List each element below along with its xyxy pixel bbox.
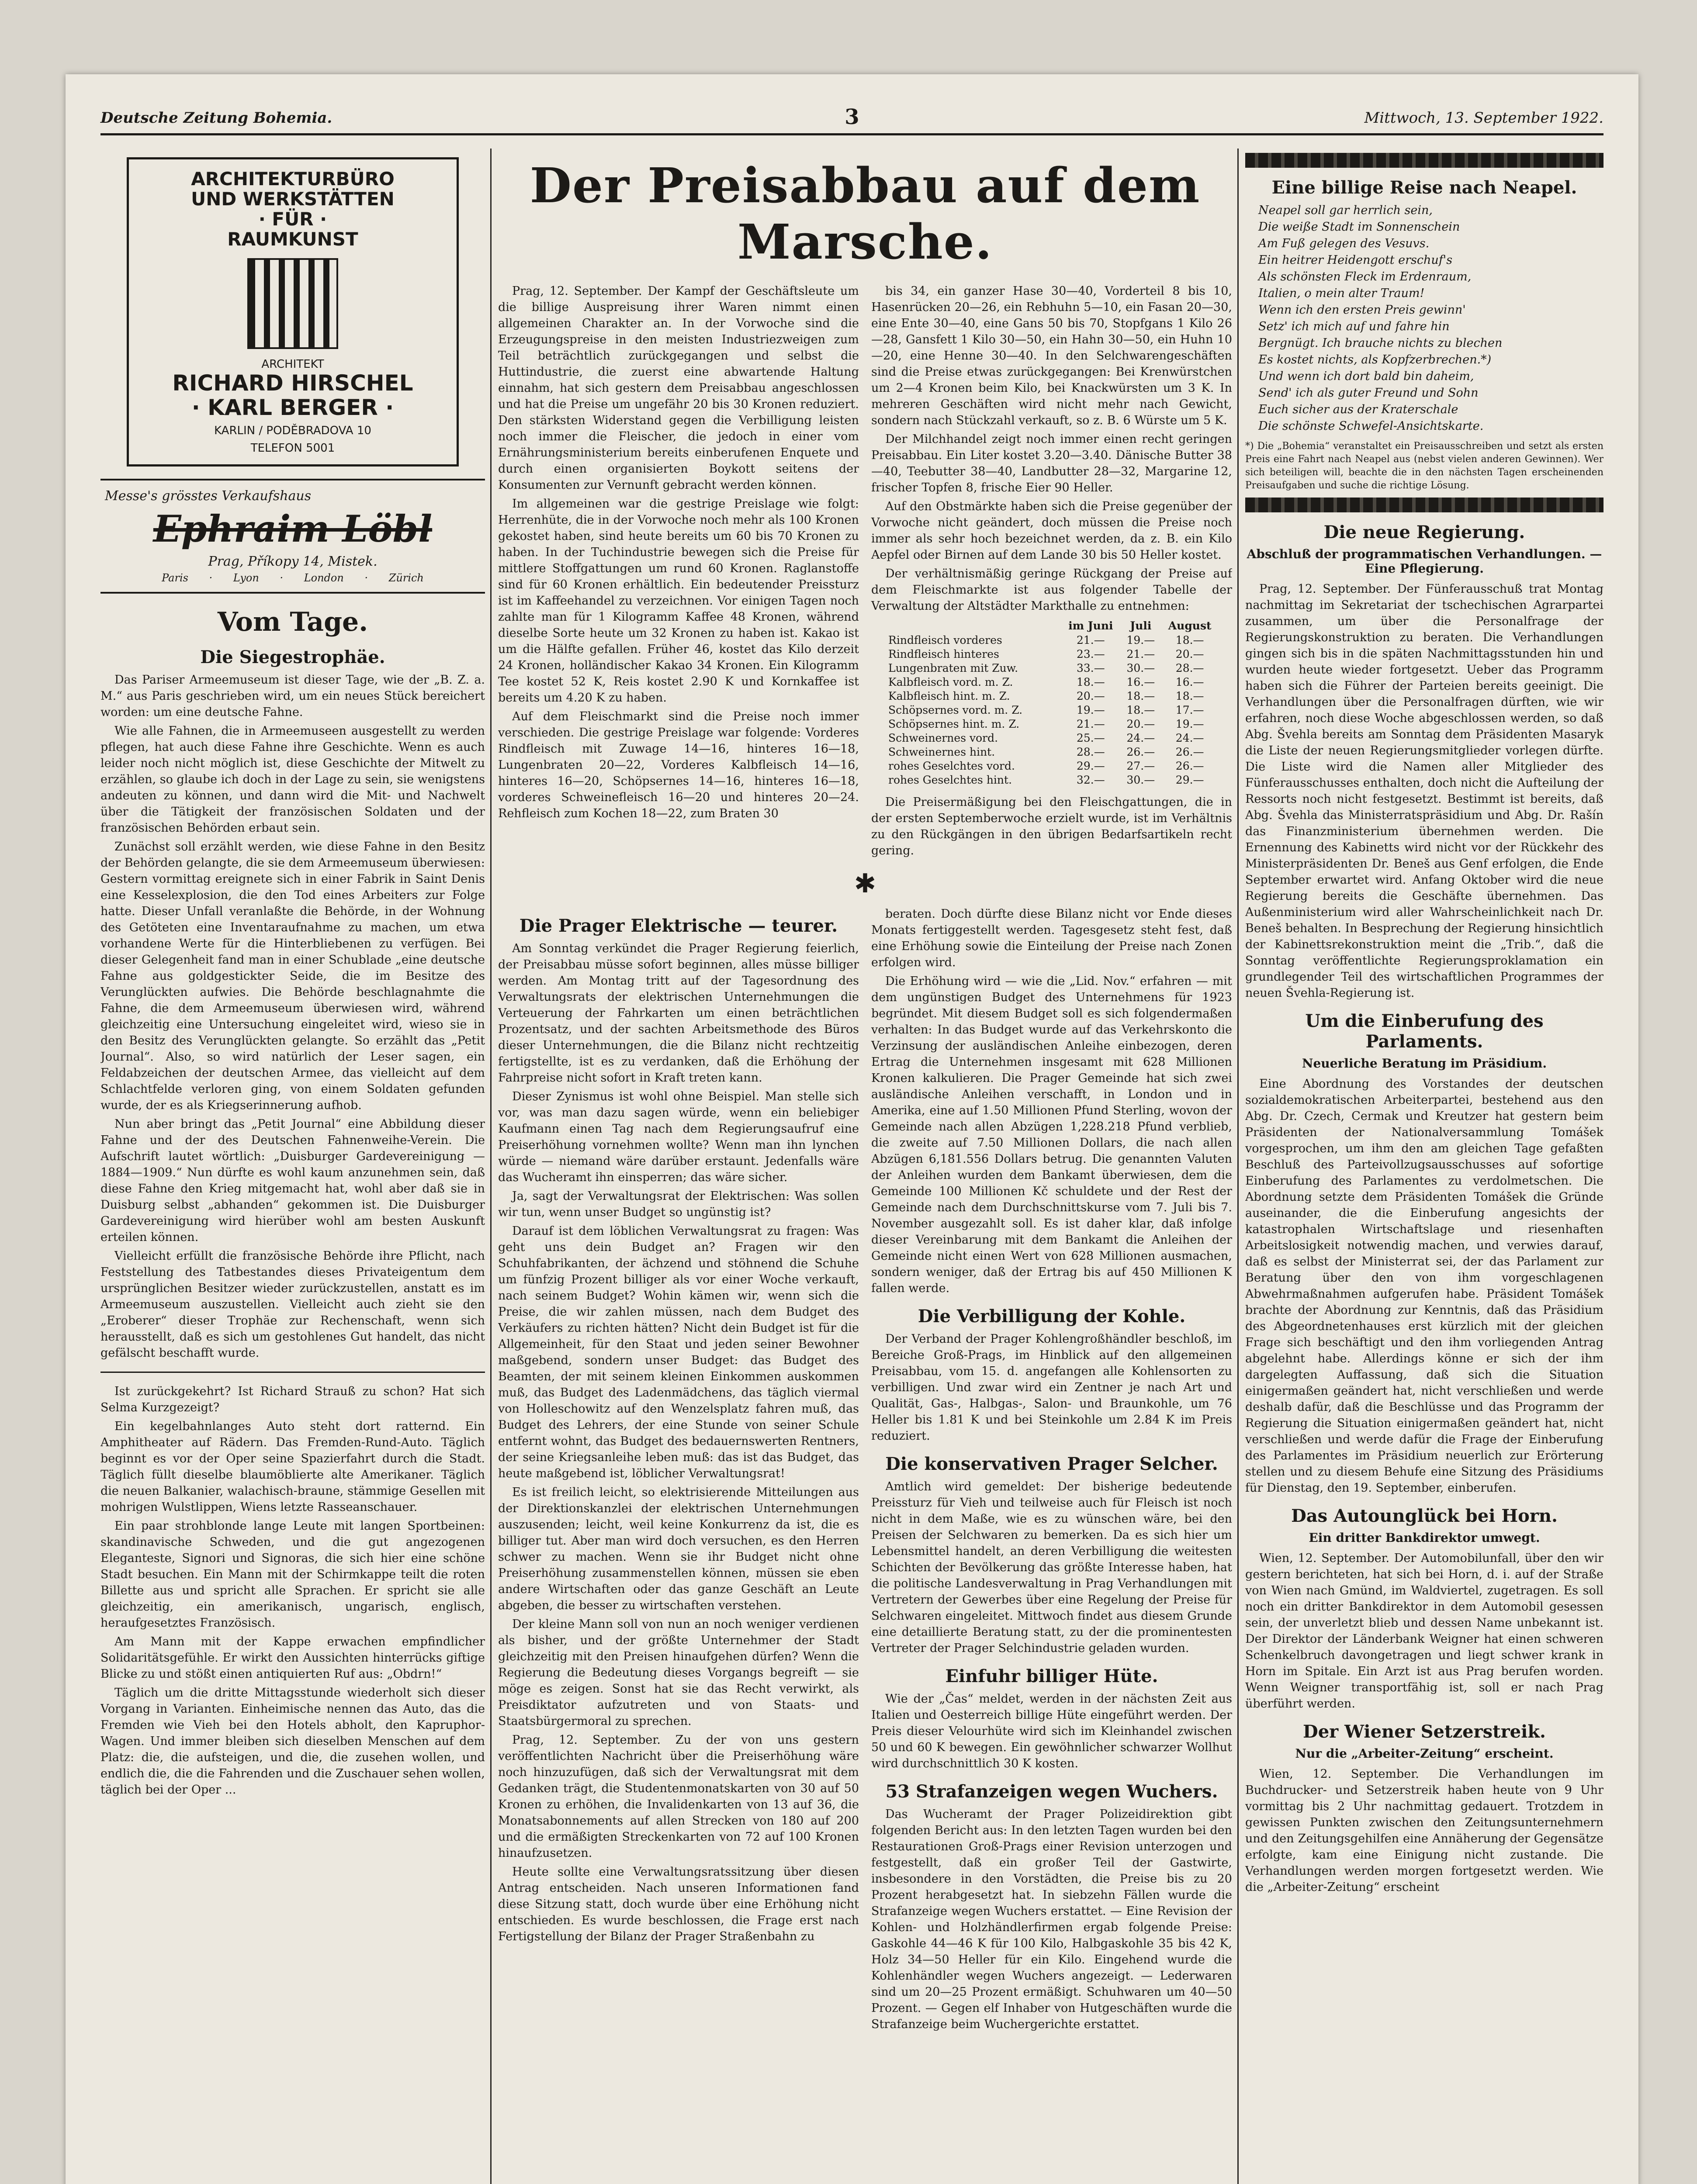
article-paragraph: Wie alle Fahnen, die in Armeemuseen ausgestellt zu werden pflegen, hat auch diese Fahne ihre Geschichte. Wenn es auch leider noch nicht möglich ist, diese Geschichte der Mitwelt zu erzählen, so glaube ich doch in der Lage zu sein, sie wenigstens andeuten zu können, und dann wird die Mit- und Nachwelt über die Tätigkeit der französischen Soldaten und der französischen Behörden erbaut sein. [100,724,485,835]
poem-line: Euch sicher aus der Kraterschale [1258,403,1458,416]
ad-tagline: Messe's grösstes Verkaufshaus [105,488,312,504]
article-paragraph: Der Verband der Prager Kohlengroßhändler beschloß, im Bereiche Groß-Prags, im Hinblick auf den allgemeinen Preisabbau, vom 15. d. angefangen alle Kohlensorten zu verbilligen. Und zwar wird ein Zentner je nach Art und Qualität, Gas-, Halbgas-, Salon- und Braunkohle, um 76 Heller bis 1.81 K und bei Steinkohle um 2.84 K im Preis reduziert. [871,1332,1232,1443]
header-rule [100,133,1603,135]
article-paragraph: Wie der „Čas“ meldet, werden in der nächsten Zeit aus Italien und Oesterreich billige Hüte eingeführt werden. Der Preis dieser Velourhüte wird sich im Kleinhandel zwischen 50 und 60 K bewegen. Ein gewöhnlicher schwarzer Wollhut wird durchschnittlich 30 K kosten. [871,1692,1232,1770]
table-cell: Schweinernes vord. [888,732,998,744]
table-cell: 30.— [1126,774,1155,786]
article-paragraph: Die Erhöhung wird — wie die „Lid. Nov.“ erfahren — mit dem ungünstigen Budget des Unternehmens für 1923 begründet. Mit diesem Budget soll es sich folgendermaßen verhalten: In das Budget wurde auf das Verkehrskonto die Verzinsung der ausländischen Anleihe einbezogen, deren Ertrag die Unternehmen insgesamt mit 628 Millionen Kronen kalkulieren. Die Prager Gemeinde hat sich zwei ausländische Anleihen verschafft, in London und in Amerika, eine auf 1.50 Millionen Pfund Sterling, wovon der Gemeinde nach allen Abzügen 1,228.218 Pfund verblieb, die zweite auf 7.50 Millionen Dollars, die nach allen Abzügen 6,181.556 Dollars betrug. Die genannten Valuten der Anleihen wurden dem Bankamt überwiesen, dem die Gemeinde 100 Millionen Kč schuldete und der Rest der Gemeinde nach dem Durchschnittskurse vom 7. Juli bis 7. November ausgezahlt soll. Es ist daher klar, daß infolge dieser Vereinbarung mit dem Bankamt die Anleihen der Gemeinde nicht einen Wert von 628 Millionen ausmachen, sondern weniger, daß der Ertrag bis auf 450 Millionen K fallen werde. [871,975,1232,1295]
ad-name: RICHARD HIRSCHEL [172,370,413,396]
main-headline: Der Preisabbau auf dem Marsche. [530,157,1201,270]
article-paragraph: Eine Abordnung des Vorstandes der deutschen sozialdemokratischen Arbeiterpartei, bestehend aus den Abg. Dr. Czech, Cermak und Kreutzer hat gestern beim Präsidenten der Nationalversammlung Tomášek vorgesprochen, um ihm den am gleichen Tage gefaßten Beschluß des Parteivollzugsausschusses auf sofortige Einberufung des Parlamentes zu verdolmetschen. Die Abordnung setzte dem Präsidenten Tomášek die Gründe auseinander, die die Einberufung angesichts der katastrophalen Wirtschaftslage und riesenhaften Arbeitslosigkeit notwendig machen, und verwies darauf, daß es selbst der Ministerrat sei, der das Parlament zur Beratung über den von ihm vorgeschlagenen Abwehrmaßnahmen aufgerufen habe. Präsident Tomášek brachte der Abordnung zur Kenntnis, daß das Präsidium des Abgeordnetenhauses erst kürzlich mit der gleichen Frage sich beschäftigt und den ihm vorliegenden Antrag abgelehnt habe. Allerdings könne er sich der ihm dargelegten Auffassung, daß sich die Situation einigermaßen geändert hat, nicht verschließen und werde deshalb dafür, daß die Beschlüsse und das Programm der Regierung die Situation einigermaßen geändert hat, nicht verschließen und werde dafür die Frage der Einberufung des Parlamentes im Präsidium neuerlich zur Erörterung stellen und zu diesem Behufe eine Sitzung des Präsidiums für Dienstag, den 19. September, einberufen. [1245,1077,1603,1495]
table-cell: Schöpsernes vord. m. Z. [888,704,1023,716]
article-paragraph: Wien, 12. September. Der Automobilunfall, über den wir gestern berichteten, hat sich bei Horn, d. i. auf der Straße von Wien nach Gmünd, im Waldviertel, zugetragen. Es soll noch ein dritter Bankdirektor in dem Automobil gesessen sein, der unverletzt blieb und dessen Name unbekannt ist. Der Direktor der Länderbank Weigner hat einen schweren Schenkelbruch davongetragen und liegt schwer krank in Horn im Spitale. Ein Arzt ist aus Prag berufen worden. Wenn Weigner transportfähig ist, soll er nach Prag überführt werden. [1245,1552,1603,1711]
section-divider [100,1372,485,1373]
subcolumn-right [871,906,1232,2035]
column-main [498,149,1232,2184]
table-cell: 26.— [1175,760,1204,772]
black-rule-icon [1245,153,1603,168]
table-row [886,745,1218,759]
article-paragraph: Ein paar strohblonde lange Leute mit langen Sportbeinen: skandinavische Schweden, und die gut angezogenen Eleganteste, Signori und Signoras, die sich hier eine schöne Stadt besuchen. Ein Mann mit der Schirmkappe teilt die roten Billette aus und spricht alle Sprachen. Er spricht sie alle gleichzeitig, ein amerikanisch, ungarisch, englisch, heraufgesetztes Französisch. [100,1519,485,1630]
ad-line: UND WERKSTÄTTEN [191,188,395,210]
poem-line: Als schönsten Fleck im Erdenraum, [1258,270,1472,283]
article-title: Der Wiener Setzerstreik. [1303,1721,1546,1742]
ad-phone: TELEFON 5001 [250,442,335,455]
table-cell: 19.— [1175,718,1204,730]
column-right [1245,149,1603,2184]
column-left [100,149,485,2184]
article-paragraph: Dieser Zynismus ist wohl ohne Beispiel. Man stelle sich vor, was man dazu sagen würde, wenn ein beliebiger Kaufmann einen Tag nach dem Regierungsaufruf eine Preiserhöhung vornehmen wollte? Wenn man ihn lynchen würde — niemand wäre darüber erstaunt. Jedenfalls wäre das Wucheramt ihn einsperren; das wäre sicher. [498,1090,859,1184]
table-row [886,731,1218,745]
article-paragraph: Prag, 12. September. Zu der von uns gestern veröffentlichten Nachricht über die Preiserhöhung wäre noch hinzuzufügen, daß sich der Verwaltungsrat mit dem Gedanken trägt, die Studentenmonatskarten von 30 auf 50 Kronen zu erhöhen, die Invalidenkarten von 13 auf 36, die Monatsabonnements auf allen Strecken von 180 auf 200 und die ermäßigten Streckenkarten von 72 auf 100 Kronen hinaufzusetzen. [498,1733,859,1860]
building-illustration-icon [247,258,338,349]
table-row [886,717,1218,731]
section-title: Vom Tage. [217,607,368,637]
table-cell: 20.— [1126,718,1155,730]
table-cell: 27.— [1126,760,1155,772]
article-paragraph: Darauf ist dem löblichen Verwaltungsrat zu fragen: Was geht uns dein Budget an? Fragen wir den Schuhfabrikanten, der ächzend und stöhnend die Schuhe um fünfzig Prozent billiger als vor einer Woche verkauft, nach seinem Budget? Wohin kämen wir, wenn sich die Preise, die wir zahlen müssen, nach dem Budget des Verkäufers zu richten hätten? Nicht dein Budget ist für die Allgemeinheit, für den Staat und jeden seiner Bewohner maßgebend, sondern unser Budget: das Budget des Beamten, der mit seinem kleinen Einkommen auskommen muß, das Budget des Ladenmädchens, das täglich viermal von Holleschowitz auf den Wenzelsplatz fahren muß, das Budget des Lehrers, der eine Stunde von seiner Schule entfernt wohnt, das Budget des bedauernswerten Rentners, der seine Kriegsanleihe leben muß: das ist das Budget, das heute maßgebend ist, löblicher Verwaltungsrat! [498,1224,859,1480]
article-paragraph: Prag, 12. September. Der Fünferausschuß trat Montag nachmittag im Sekretariat der tschechischen Agrarpartei zusammen, um über die Personalfrage der Regierungskonstruktion zu beraten. Die Verhandlungen gingen sich bis in die späten Nachmittagsstunden hin und wurden heute wieder fortgesetzt. Ueber das Programm haben sich die Führer der Parteien bereits geeinigt. Die Verhandlungen über die Personalfragen dürften, wie wir erfahren, noch diese Woche abgeschlossen werden, so daß Abg. Švehla bereits am Sonntag dem Präsidenten Masaryk die Liste der neuen Regierungsmitglieder vorlegen dürfte. Die Liste wird die Namen aller Mitglieder des Fünferausschusses enthalten, doch nicht die Aufteilung der Ressorts noch nicht festgesetzt. Bestimmt ist bereits, daß Abg. Švehla das Ministerratspräsidium und Abg. Dr. Rašín das Finanzministerium übernehmen werden. Die Ernennung des Kabinetts wird nicht vor der Rückkehr des Ministerpräsidenten Dr. Beneš aus Genf erfolgen, die Ende September erwartet wird. Anfang Oktober wird die neue Regierung bereits die Geschäfte übernehmen. Das Außenministerium wird aller Wahrscheinlichkeit nach Dr. Beneš behalten. In Besprechung der Regierung hinsichtlich der Kabinettsrekonstruktion meint die „Trib.“, daß die Sonntag veröffentlichte Regierungsproklamation ein grundlegender Teil des wirtschaftlichen Programmes der neuen Švehla-Regierung ist. [1245,582,1603,1000]
table-row [886,703,1218,717]
table-cell: 16.— [1175,676,1204,688]
price-table [886,619,1218,787]
loebl-advertisement [100,479,485,594]
table-cell: 23.— [1077,648,1105,660]
article-title: Die Siegestrophäe. [200,647,385,667]
article-paragraph: Der verhältnismäßig geringe Rückgang der Preise auf dem Fleischmarkte ist aus folgender Tabelle der Verwaltung der Altstädter Markthalle zu entnehmen: [871,567,1232,613]
secondary-articles [498,906,1232,2035]
table-cell: 18.— [1077,676,1105,688]
asterisk-separator-icon: ✱ [854,868,876,899]
table-cell: 29.— [1077,760,1105,772]
poem-line: Bergnügt. Ich brauche nichts zu blechen [1258,336,1503,350]
article-paragraph: Am Sonntag verkündet die Prager Regierung feierlich, der Preisabbau müsse sofort beginnen, alles müsse billiger werden. Am Montag tritt auf der Tagesordnung des Verwaltungsrats der elektrischen Unternehmungen die Verteuerung der Fahrkarten um einen beträchtlichen Prozentsatz, und der sachten Arbeitsmethode des Büros dieser Unternehmungen, die die Bilanz nicht rechtzeitig fertigstellte, ist es zu verdanken, daß die Erhöhung der Fahrpreise nicht sofort in Kraft treten kann. [498,942,859,1085]
article-title: Die Prager Elektrische — teurer. [519,916,838,936]
table-cell: 26.— [1175,746,1204,758]
article-paragraph: Die Preisermäßigung bei den Fleischgattungen, die in der ersten Septemberwoche erzielt wurde, ist im Verhältnis zu den Rückgängen in den übrigen Bedarfsartikeln recht gering. [871,795,1232,857]
table-header-cell: August [1168,619,1212,632]
table-cell: 29.— [1175,774,1204,786]
article-subtitle: Abschluß der programmatischen Verhandlungen. — Eine Pflegierung. [1247,547,1602,576]
black-rule-icon [1245,498,1603,512]
poem [1245,202,1603,435]
article-paragraph: Prag, 12. September. Der Kampf der Geschäftsleute um die billige Auspreisung ihrer Waren nimmt einen allgemeinen Charakter an. In der Vorwoche sind die Erzeugungspreise in den meisten Industriezweigen zum Teil beträchtlich zurückgegangen und selbst die Huttindustrie, die zuerst eine abwartende Haltung einnahm, hat sich gestern dem Preisabbau angeschlossen und hat die Preise um ungefähr 20 bis 30 Kronen reduziert. Den stärksten Widerstand gegen die Verbilligung leisten noch immer die Fleischer, die jedoch in einer vom Ernährungsministerium bereits einberufenen Enquete und durch einen organisierten Boykott seitens der Konsumenten zur Vernunft gebracht werden können. [498,284,859,492]
article-paragraph: Ist zurückgekehrt? Ist Richard Strauß zu schon? Hat sich Selma Kurzgezeigt? [100,1385,485,1414]
article-paragraph: Heute sollte eine Verwaltungsratssitzung über diesen Antrag entscheiden. Nach unseren Informationen fand diese Sitzung statt, doch wurde über eine Erhöhung nicht entschieden. Es wurde beschlossen, die Frage erst nach Fertigstellung der Bilanz der Prager Straßenbahn zu [498,1865,859,1943]
page-number: 3 [845,105,859,129]
subcolumn-right [871,283,1232,861]
ad-brand: Ephraim Löbl [153,507,433,550]
ad-line: RAUMKUNST [227,228,358,250]
newspaper-page [66,74,1638,2184]
article-paragraph: Der kleine Mann soll von nun an noch weniger verdienen als bisher, und der größte Unternehmer der Stadt gleichzeitig mit den Preisen hinaufgehen dürfen? Wenn die Regierung die Bedeutung dieses Vorgangs begreift — sie möge es zeigen. Sonst hat sie das Recht verwirkt, als Preisdiktator aufzutreten und von Staats- und Staatsbürgermoral zu sprechen. [498,1617,859,1728]
table-cell: 17.— [1175,704,1204,716]
table-header-cell [886,619,1062,633]
poem-line: Die weiße Stadt im Sonnenschein [1258,220,1460,234]
table-cell: Lungenbraten mit Zuw. [888,662,1018,674]
table-cell: 21.— [1077,634,1105,646]
article-paragraph: Auf dem Fleischmarkt sind die Preise noch immer verschieden. Die gestrige Preislage war folgende: Vorderes Rindfleisch mit Zuwage 14—16, hinteres 16—18, Lungenbraten 20—22, Vorderes Kalbfleisch 14—16, hinteres 16—20, Schöpsernes 14—16, hinteres 16—18, vorderes Schweinefleisch 16—20 und hinteres 20—24. Rehfleisch zum Kochen 18—22, zum Braten 30 [498,710,859,820]
table-cell: Schweinernes hint. [888,746,995,758]
article-paragraph: Das Wucheramt der Prager Polizeidirektion gibt folgenden Bericht aus: In den letzten Tagen wurden bei den Restaurationen Groß-Prags einer Revision unterzogen und festgestellt, daß ein großer Teil der Gastwirte, insbesondere in den Vorstädten, die Preise bis zu 20 Prozent herabgesetzt hat. In siebzehn Fällen wurde die Strafanzeige wegen Wuchers erstattet. — Eine Revision der Kohlen- und Holzhändlerfirmen ergab folgende Preise: Gaskohle 44—46 K für 100 Kilo, Halbgaskohle 35 bis 42 K, Holz 34—50 Heller für ein Kilo. Eingehend wurde die Kohlenhändler wegen Wuchers angezeigt. — Lederwaren sind um 20—25 Prozent ermäßigt. Schuhwaren um 40—50 Prozent. — Gegen elf Inhaber von Hutgeschäften wurde die Strafanzeige beim Wuchergerichte erstattet. [871,1807,1232,2031]
table-row [886,689,1218,703]
table-header-cell: Juli [1130,619,1152,632]
ad-branches: Paris · Lyon · London · Zürich [162,572,424,584]
article-title: 53 Strafanzeigen wegen Wuchers. [885,1781,1218,1802]
table-cell: 19.— [1077,704,1105,716]
poem-line: Wenn ich den ersten Preis gewinn' [1258,303,1466,317]
table-cell: 26.— [1126,746,1155,758]
poem-line: Italien, o mein alter Traum! [1258,287,1425,300]
article-paragraph: Wien, 12. September. Die Verhandlungen im Buchdrucker- und Setzerstreik haben heute von 9 Uhr vormittag bis 2 Uhr nachmittag gedauert. Trotzdem in gewissen Punkten zwischen den Zeitungsunternehmern und den Zeitungsgehilfen eine Annäherung der Gegensätze erfolgte, kam eine Einigung nicht zustande. Die Verhandlungen werden morgen fortgesetzt werden. Wie die „Arbeiter-Zeitung“ erscheint [1245,1767,1603,1894]
table-cell: 25.— [1077,732,1105,744]
article-title: Die konservativen Prager Selcher. [885,1454,1218,1474]
subcolumn-left [498,906,859,2035]
column-divider [1237,149,1239,2184]
article-title: Die neue Regierung. [1323,522,1525,543]
table-cell: Kalbfleisch vord. m. Z. [888,676,1013,688]
table-cell: 21.— [1126,648,1155,660]
table-row [886,675,1218,689]
table-cell: 18.— [1175,690,1204,702]
table-cell: rohes Geselchtes vord. [888,760,1015,772]
main-article-body [498,283,1232,861]
masthead: Deutsche Zeitung Bohemia. [100,109,332,127]
table-cell: 24.— [1175,732,1204,744]
article-paragraph: Es ist freilich leicht, so elektrisierende Mitteilungen aus der Direktionskanzlei der elektrischen Unternehmungen auszusenden; leicht, weil keine Konkurrenz da ist, die es billiger tut. Aber man wird doch versuchen, es den Herren schwer zu machen. Wenn sie ihr Budget nicht ohne Preiserhöhung zusammenstellen können, müssen sie eben andere Wirtschaften oder das ganze Geschäft an Leute abgeben, die besser zu wirtschaften verstehen. [498,1486,859,1612]
article-paragraph: Im allgemeinen war die gestrige Preislage wie folgt: Herrenhüte, die in der Vorwoche noch mehr als 100 Kronen gekostet haben, sind heute bereits um 60 bis 70 Kronen zu haben. In der Tuchindustrie bewegen sich die Preise für mittlere Stoffgattungen um rund 60 Kronen. Raglanstoffe sind für 60 Kronen erhältlich. Ein bedeutender Preissturz ist im Kaffeehandel zu verzeichnen. Vor einigen Tagen noch zahlte man für 1 Kilogramm Kaffee 48 Kronen, während dieselbe Sorte heute um 32 Kronen zu haben ist. Kakao ist um die Hälfte gefallen. Früher 46, kostet das Kilo derzeit 24 Kronen, holländischer Kakao 34 Kronen. Ein Kilogramm Tee kostet 52 K, Reis kostet 2.90 K und Kornkaffee ist bereits um 4.20 K zu haben. [498,497,859,705]
table-cell: 28.— [1077,746,1105,758]
table-cell: 33.— [1077,662,1105,674]
article-subtitle: Ein dritter Bankdirektor umwegt. [1309,1531,1540,1545]
table-cell: 30.— [1126,662,1155,674]
ad-name: · KARL BERGER · [191,395,394,420]
table-cell: Schöpsernes hint. m. Z. [888,718,1020,730]
poem-line: Am Fuß gelegen des Vesuvs. [1258,237,1430,250]
table-row [886,759,1218,773]
article-paragraph: Auf den Obstmärkte haben sich die Preise gegenüber der Vorwoche nicht geändert, doch müssen die Preise noch immer als sehr hoch bezeichnet werden, da z. B. ein Kilo Aepfel oder Birnen auf dem Lande 30 bis 50 Heller kostet. [871,500,1232,562]
poem-line: Setz' ich mich auf und fahre hin [1258,320,1450,333]
article-subtitle: Neuerliche Beratung im Präsidium. [1302,1056,1547,1071]
article-title: Die Verbilligung der Kohle. [918,1306,1186,1327]
footnote: *) Die „Bohemia“ veranstaltet ein Preisausschreiben und setzt als ersten Preis eine Fahrt nach Neapel aus (nebst vielen anderen Gewinnen). Wer sich beteiligen will, beachte die in den nächsten Tagen erscheinenden Preisaufgaben und suche die richtige Lösung. [1245,441,1603,491]
article-paragraph: Nun aber bringt das „Petit Journal“ eine Abbildung dieser Fahne und der des Deutschen Fahnenweihe-Verein. Die Aufschrift lautet wörtlich: „Duisburger Gardevereinigung — 1884—1909.“ Nun dürfte es wohl kaum anzunehmen sein, daß diese Fahne den Krieg mitgemacht hat, wohl aber daß sie in Duisburg selbst „abhanden“ gekommen ist. Die Duisburger Gardevereinigung wird hierüber wohl am besten Auskunft erteilen können. [100,1117,485,1244]
issue-date: Mittwoch, 13. September 1922. [1364,109,1603,127]
article-paragraph: Am Mann mit der Kappe erwachen empfindlicher Solidaritätsgefühle. Er wirkt den Aussichten hinterrücks giftige Blicke zu und stößt einen antiquierten Ruf aus: „Obdrn!“ [100,1635,485,1681]
architect-advertisement [127,157,459,467]
poem-line: Ein heitrer Heidengott erschuf's [1258,253,1453,267]
table-cell: 32.— [1077,774,1105,786]
poem-line: Und wenn ich dort bald bin daheim, [1258,370,1474,383]
article-paragraph: Ja, sagt der Verwaltungsrat der Elektrischen: Was sollen wir tun, wenn unser Budget so ungünstig ist? [498,1189,859,1219]
poem-line: Send' ich als guter Freund und Sohn [1258,386,1479,400]
table-cell: Rindfleisch hinteres [888,648,999,660]
article-paragraph: Vielleicht erfüllt die französische Behörde ihre Pflicht, nach Feststellung des Tatbestandes dieses Privateigentum dem ursprünglichen Besitzer wieder zurückzustellen, anstatt es im Armeemuseum auszustellen. Vielleicht auch zieht sie den „Eroberer“ dieser Trophäe zur Rechenschaft, wenn sich herausstellt, daß es sich um gestohlenes Gut handelt, das nicht gefälscht beschafft wurde. [100,1249,485,1360]
article-title: Einfuhr billiger Hüte. [945,1666,1158,1686]
ad-city: Prag, Příkopy 14, Mistek. [208,554,377,569]
page-header [100,105,1603,131]
table-header-cell: im Juni [1068,619,1113,632]
table-row [886,647,1218,661]
table-cell: 19.— [1126,634,1155,646]
article-paragraph: Das Pariser Armeemuseum ist dieser Tage, wie der „B. Z. a. M.“ aus Paris geschrieben wird, um ein neues Stück bereichert worden: um eine deutsche Fahne. [100,673,485,719]
ad-role: ARCHITEKT [261,358,324,371]
poem-line: Die schönste Schwefel-Ansichtskarte. [1258,419,1484,433]
table-cell: Kalbfleisch hint. m. Z. [888,690,1010,702]
table-cell: Rindfleisch vorderes [888,634,1002,646]
ad-line: ARCHITEKTURBÜRO [191,168,395,190]
table-cell: 18.— [1126,690,1155,702]
article-title: Um die Einberufung des Parlaments. [1305,1011,1544,1052]
poem-line: Neapel soll gar herrlich sein, [1258,204,1433,217]
article-paragraph: Der Milchhandel zeigt noch immer einen recht geringen Preisabbau. Ein Liter kostet 3.20—3.40. Dänische Butter 38—40, Teebutter 38—40, Landbutter 28—32, Margarine 12, frischer Topfen 8, frische Eier 90 Heller. [871,432,1232,494]
column-divider [490,149,492,2184]
table-cell: 18.— [1175,634,1204,646]
article-paragraph: bis 34, ein ganzer Hase 30—40, Vorderteil 8 bis 10, Hasenrücken 20—26, ein Rebhuhn 5—10, ein Fasan 20—30, eine Ente 30—40, eine Gans 50 bis 70, Stopfgans 1 Kilo 26—28, Gansfett 1 Kilo 30—50, ein Hahn 30—50, ein Huhn 10—20, eine Henne 30—40. In den Selchwarengeschäften sind die Preise etwas zurückgegangen: Bei Krenwürstchen um 2—4 Kronen beim Kilo, bei Knackwürsten um 3 K. In mehreren Geschäften wird nicht mehr nach Gewicht, sondern nach Stückzahl verkauft, so z. B. 6 Würste um 5 K. [871,284,1232,427]
table-row [886,661,1218,675]
article-title: Eine billige Reise nach Neapel. [1271,177,1577,198]
article-paragraph: Zunächst soll erzählt werden, wie diese Fahne in den Besitz der Behörden gelangte, die sie dem Armeemuseum überwiesen: Gestern vormittag ereignete sich in einer Fabrik in Saint Denis eine Kesselexplosion, die den Tod eines Arbeiters zur Folge hatte. Dieser Unfall veranlaßte die Behörde, in der Wohnung des Getöteten eine Inventaraufnahme zu machen, um etwa vorhandene Werte für die Hinterbliebenen zu verfügen. Bei dieser Gelegenheit fand man in einer Schublade „eine deutsche Fahne aus goldgestickter Seide, die im Besitze des Verunglückten aufwies. Die Behörde beschlagnahmte die Fahne, die dem Armeemuseum überwiesen wird, während gleichzeitig eine Untersuchung eingeleitet wird, wieso sie in den Besitz des Verunglückten gelangte. So erzählt das „Petit Journal“. Also, so wird natürlich der Leser sagen, ein Feldabzeichen der deutschen Armee, das vielleicht auf dem Schlachtfelde verloren ging, von einem Soldaten gefunden wurde, der es als Kriegserinnerung aufhob. [100,840,485,1112]
table-cell: rohes Geselchtes hint. [888,774,1012,786]
table-cell: 20.— [1077,690,1105,702]
article-subtitle: Nur die „Arbeiter-Zeitung“ erscheint. [1295,1746,1554,1761]
table-row [886,633,1218,647]
article-paragraph: beraten. Doch dürfte diese Bilanz nicht vor Ende dieses Monats fertiggestellt werden. Tagesgesetz steht fest, daß eine Erhöhung sowie die Einteilung der Preise nach Zonen erfolgen wird. [871,907,1232,969]
table-cell: 28.— [1175,662,1204,674]
ad-address: KARLIN / PODĚBRADOVA 10 [214,424,371,437]
poem-line: Es kostet nichts, als Kopfzerbrechen.*) [1258,353,1492,366]
article-paragraph: Täglich um die dritte Mittagsstunde wiederholt sich dieser Vorgang in Varianten. Einheimische nennen das Auto, das die Fremden wie Vieh bei den Hotels abholt, den Kapruphor-Wagen. Und immer bleiben sich dieselben Menschen auf dem Platz: die, die aufsteigen, und die, die zusehen wollen, und endlich die, die die Fahrenden und die Zuschauer sehen wollen, täglich bei der Oper ... [100,1686,485,1797]
table-cell: 21.— [1077,718,1105,730]
ad-line: · FÜR · [258,208,327,230]
table-cell: 16.— [1126,676,1155,688]
article-paragraph: Amtlich wird gemeldet: Der bisherige bedeutende Preissturz für Vieh und teilweise auch für Fleisch ist noch nicht in dem Maße, wie es zu wünschen wäre, bei den Preisen der Selchwaren zu bemerken. Da es sich hier um Lebensmittel handelt, an deren Verbilligung die weitesten Schichten der Bevölkerung das größte Interesse haben, hat die politische Landesverwaltung in Prag Verhandlungen mit Vertretern der Gewerbes über eine Regelung der Preise für Selchwaren eingeleitet. Mittwoch findet aus diesem Grunde eine detaillierte Beratung statt, zu der die prominentesten Vertreter der Prager Selchindustrie geladen wurden. [871,1480,1232,1655]
table-row [886,773,1218,787]
subcolumn-left [498,283,859,861]
table-cell: 18.— [1126,704,1155,716]
article-title: Das Autounglück bei Horn. [1291,1506,1558,1526]
table-cell: 24.— [1126,732,1155,744]
article-paragraph: Ein kegelbahnlanges Auto steht dort ratternd. Ein Amphitheater auf Rädern. Das Fremden-Rund-Auto. Täglich beginnt es vor der Oper seine Spazierfahrt durch die Stadt. Täglich füllt dieselbe blaumöblierte alte Amerikaner. Täglich die neuen Balkanier, walachisch-braune, stämmige Gesellen mit mohrigen Wulstlippen, Wiens letzte Rasseanschauer. [100,1420,485,1514]
table-cell: 20.— [1175,648,1204,660]
